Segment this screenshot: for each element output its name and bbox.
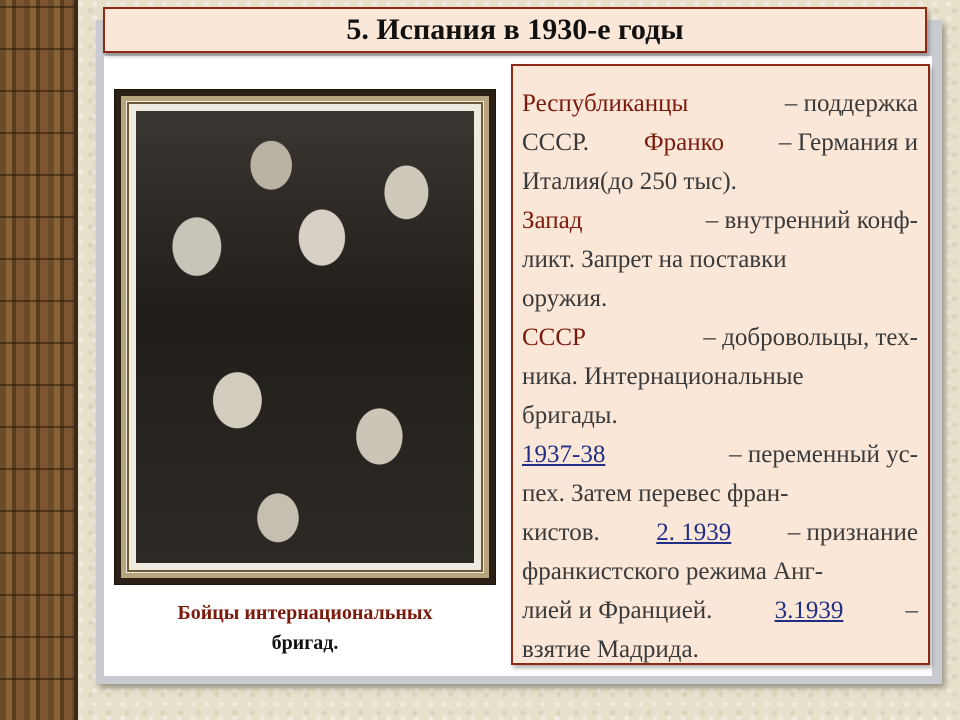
p4-line4: франкистского режима Анг-: [522, 558, 824, 585]
term-ussr: СССР: [522, 324, 586, 351]
date-link-3-1939[interactable]: 3.1939: [774, 597, 844, 624]
term-west: Запад: [522, 207, 583, 234]
photo-mat: [121, 96, 489, 578]
photo-frame: [114, 89, 496, 585]
paragraph-ussr: [522, 318, 918, 435]
p4-line5-rest: –: [905, 597, 918, 624]
brigade-fighters-photo: [136, 111, 474, 563]
term-republicans: Республиканцы: [522, 90, 689, 117]
p1-line2-a: СССР.: [522, 129, 590, 156]
term-franco: Франко: [643, 129, 724, 156]
p4-line6: взятие Мадрида.: [522, 636, 699, 663]
paragraph-timeline: [522, 435, 918, 669]
p3-line3: бригады.: [522, 402, 618, 429]
p4-line3-a: кистов.: [522, 519, 600, 546]
text-panel: [511, 64, 930, 665]
paragraph-west: [522, 201, 918, 318]
p4-line1-rest: – переменный ус-: [729, 441, 918, 468]
p4-line5-a: лией и Францией.: [522, 597, 713, 624]
p2-line1-rest: – внутренний конф-: [705, 207, 918, 234]
p4-line3-rest: – признание: [787, 519, 918, 546]
p1-line1-rest: – поддержка: [784, 90, 918, 117]
p2-line3: оружия.: [522, 285, 608, 312]
p4-line2: пех. Затем перевес фран-: [522, 480, 789, 507]
p2-line2: ликт. Запрет на поставки: [522, 246, 787, 273]
photo-caption: [110, 598, 500, 658]
photo-caption-line2: бригад.: [271, 632, 339, 654]
photo-caption-line1: Бойцы интернациональных: [177, 602, 433, 624]
wood-border-decoration: [0, 0, 74, 720]
slide-title-box: [103, 7, 927, 53]
p1-line2-rest: – Германия и: [778, 129, 918, 156]
date-link-1937-38[interactable]: 1937-38: [522, 441, 606, 468]
p1-line3: Италия(до 250 тыс).: [522, 168, 737, 195]
paragraph-republicans: [522, 84, 918, 201]
p3-line2: ника. Интернациональные: [522, 363, 804, 390]
slide-title: 5. Испания в 1930-е годы: [346, 13, 684, 46]
date-link-2-1939[interactable]: 2. 1939: [656, 519, 732, 546]
p3-line1-rest: – добровольцы, тех-: [703, 324, 918, 351]
